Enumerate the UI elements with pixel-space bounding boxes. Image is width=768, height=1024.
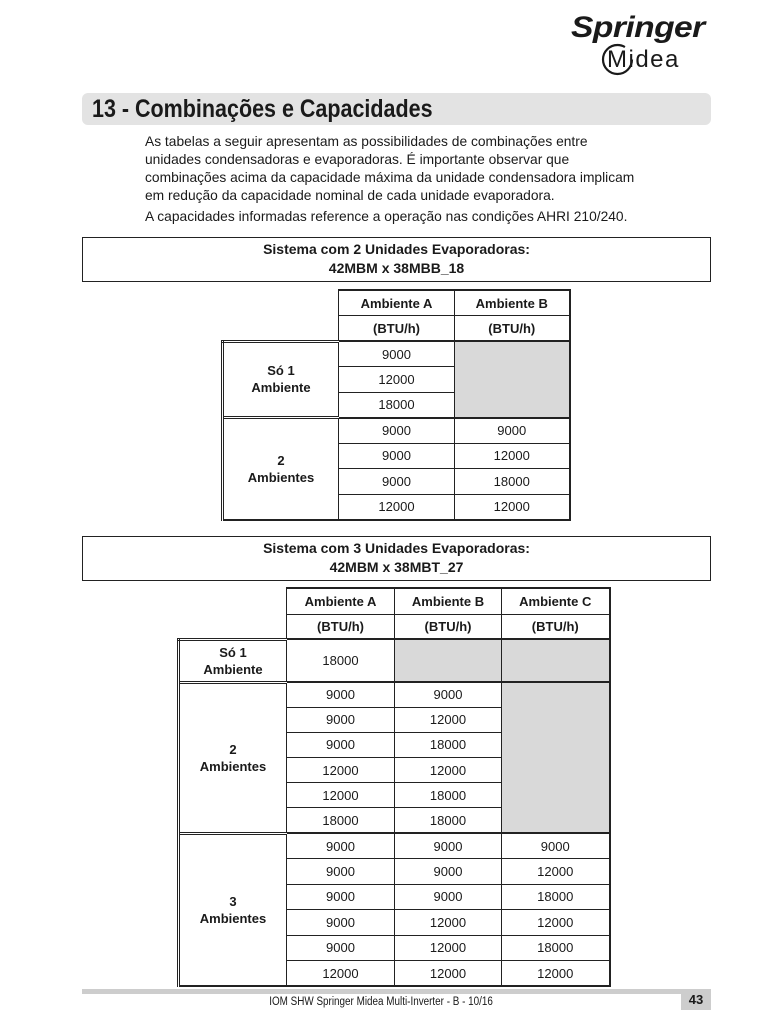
capacity-cell: 9000 xyxy=(339,469,455,495)
logo-brand-springer: Springer xyxy=(571,11,705,44)
column-unit-ambiente-a: (BTU/h) xyxy=(339,316,455,342)
column-header-ambiente-c: Ambiente C xyxy=(502,588,610,614)
column-unit-ambiente-c: (BTU/h) xyxy=(502,614,610,639)
section-title: 13 - Combinações e Capacidades xyxy=(92,95,433,123)
column-unit-ambiente-b: (BTU/h) xyxy=(395,614,502,639)
combination-table-3-units xyxy=(177,587,611,987)
group-label-3-ambientes xyxy=(179,833,287,986)
column-unit-ambiente-b: (BTU/h) xyxy=(455,316,570,342)
capacity-cell: 18000 xyxy=(395,783,502,808)
capacity-cell: 9000 xyxy=(287,732,395,757)
group-label-line: Só 1 xyxy=(267,363,295,379)
capacity-cell: 12000 xyxy=(395,758,502,783)
table-corner-blank xyxy=(223,290,339,341)
capacity-cell: 9000 xyxy=(287,910,395,936)
group-label-line: Ambientes xyxy=(199,910,267,926)
table-row xyxy=(179,639,610,682)
group-label-line: Só 1 xyxy=(219,644,247,660)
capacity-cell: 12000 xyxy=(502,859,610,885)
springer-midea-logo xyxy=(0,0,768,85)
intro-paragraph-line: As tabelas a seguir apresentam as possibilidades de combinações entre xyxy=(145,134,588,149)
capacity-cell: 12000 xyxy=(339,494,455,520)
group-label-line: 2 xyxy=(277,452,285,468)
capacity-cell: 18000 xyxy=(455,469,570,495)
capacity-cell: 12000 xyxy=(395,961,502,987)
group-label-2-ambientes xyxy=(223,418,339,520)
system-title: Sistema com 2 Unidades Evaporadoras: xyxy=(263,240,530,257)
table-row xyxy=(223,341,570,367)
capacity-cell: 9000 xyxy=(339,341,455,367)
unavailable-cell xyxy=(502,682,610,833)
capacity-cell: 12000 xyxy=(502,910,610,936)
capacity-cell: 12000 xyxy=(395,707,502,732)
logo-brand-midea: Midea xyxy=(607,46,680,73)
column-header-ambiente-b: Ambiente B xyxy=(395,588,502,614)
footer-document-reference xyxy=(82,996,681,1009)
capacity-cell: 12000 xyxy=(395,910,502,936)
capacity-cell: 12000 xyxy=(287,783,395,808)
capacity-cell: 9000 xyxy=(287,884,395,910)
capacity-cell: 18000 xyxy=(339,392,455,418)
table-row xyxy=(223,418,570,444)
capacity-cell: 18000 xyxy=(502,935,610,961)
footer-rule xyxy=(82,989,681,994)
page-number: 43 xyxy=(681,989,711,1010)
combination-table-2-units xyxy=(221,289,571,521)
intro-paragraph-line: em redução da capacidade nominal de cada unidade evaporadora. xyxy=(145,188,555,203)
capacity-cell: 18000 xyxy=(287,808,395,833)
capacity-cell: 9000 xyxy=(395,884,502,910)
group-label-so-1-ambiente xyxy=(223,341,339,418)
group-label-line: Ambientes xyxy=(247,469,315,485)
table-corner-blank xyxy=(179,588,287,639)
system-3-units-title-box xyxy=(82,536,711,581)
section-header-bar xyxy=(82,93,711,125)
group-label-line: Ambientes xyxy=(199,758,267,774)
capacity-cell: 9000 xyxy=(339,418,455,444)
capacity-cell: 12000 xyxy=(287,961,395,987)
capacity-cell: 9000 xyxy=(287,859,395,885)
group-label-line: Ambiente xyxy=(251,380,311,396)
column-header-ambiente-a: Ambiente A xyxy=(287,588,395,614)
table-row xyxy=(179,682,610,707)
capacity-cell: 12000 xyxy=(455,494,570,520)
intro-paragraph-line: unidades condensadoras e evaporadoras. É importante observar que xyxy=(145,152,570,167)
capacity-cell: 18000 xyxy=(502,884,610,910)
capacity-cell: 9000 xyxy=(287,935,395,961)
capacity-cell: 9000 xyxy=(287,682,395,707)
group-label-line: Ambiente xyxy=(203,661,263,677)
intro-text xyxy=(145,133,634,226)
capacity-cell: 12000 xyxy=(502,961,610,987)
capacity-cell: 18000 xyxy=(395,732,502,757)
group-label-so-1-ambiente xyxy=(179,639,287,682)
capacity-cell: 9000 xyxy=(395,833,502,859)
unavailable-cell xyxy=(395,639,502,682)
capacity-cell: 12000 xyxy=(339,367,455,393)
capacity-cell: 9000 xyxy=(502,833,610,859)
capacity-cell: 9000 xyxy=(395,682,502,707)
column-unit-ambiente-a: (BTU/h) xyxy=(287,614,395,639)
intro-paragraph-conditions: A capacidades informadas reference a operação nas condições AHRI 210/240. xyxy=(145,209,628,224)
group-label-2-ambientes xyxy=(179,682,287,833)
column-header-ambiente-b: Ambiente B xyxy=(455,290,570,316)
capacity-cell: 9000 xyxy=(395,859,502,885)
unavailable-cell xyxy=(502,639,610,682)
column-header-ambiente-a: Ambiente A xyxy=(339,290,455,316)
system-title: Sistema com 3 Unidades Evaporadoras: xyxy=(263,539,530,556)
header-row xyxy=(179,588,610,614)
header-row xyxy=(223,290,570,316)
capacity-cell: 12000 xyxy=(455,443,570,469)
capacity-cell: 18000 xyxy=(287,639,395,682)
group-label-line: 3 xyxy=(229,893,237,909)
system-2-units-title-box xyxy=(82,237,711,282)
capacity-cell: 9000 xyxy=(287,833,395,859)
system-model: 42MBM x 38MBB_18 xyxy=(328,259,465,276)
group-label-line: 2 xyxy=(229,741,237,757)
intro-paragraph-line: combinações acima da capacidade máxima da unidade condensadora implicam xyxy=(145,170,635,185)
system-model: 42MBM x 38MBT_27 xyxy=(329,558,464,575)
table-row xyxy=(179,833,610,859)
capacity-cell: 9000 xyxy=(455,418,570,444)
capacity-cell: 12000 xyxy=(395,935,502,961)
footer-document-reference-text: IOM SHW Springer Midea Multi-Inverter - B - 10/16 xyxy=(269,996,494,1008)
capacity-cell: 9000 xyxy=(339,443,455,469)
capacity-cell: 9000 xyxy=(287,707,395,732)
capacity-cell: 18000 xyxy=(395,808,502,833)
capacity-cell: 12000 xyxy=(287,758,395,783)
unavailable-cell xyxy=(455,341,570,418)
